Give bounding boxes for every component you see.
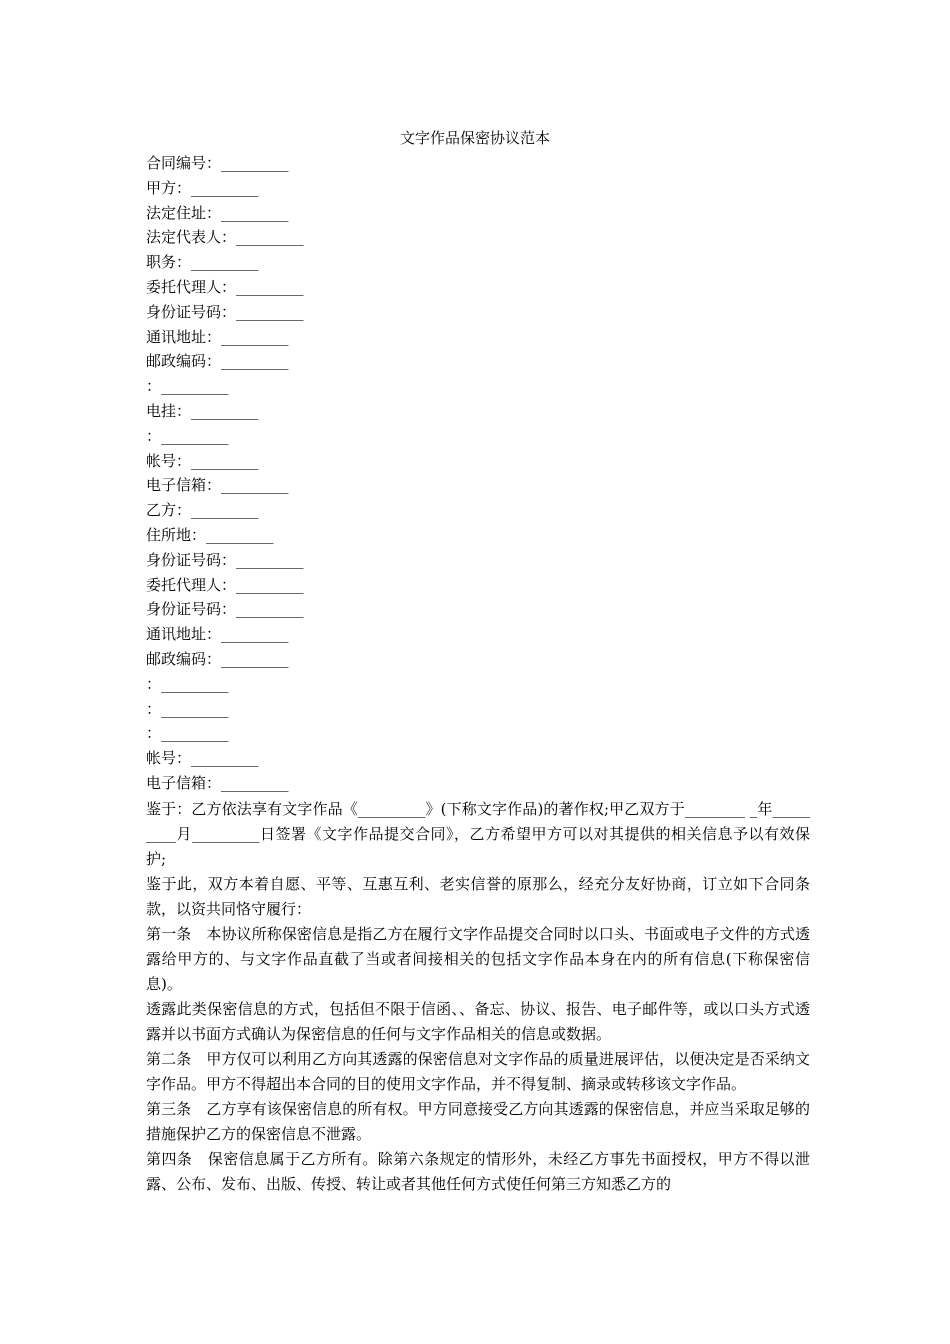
- field-a-cable: 电挂：_________: [146, 401, 259, 420]
- document-title: 文字作品保密协议范本: [399, 129, 550, 147]
- article-4: 第四条 保密信息属于乙方所有。除第六条规定的情形外，未经乙方事先书面授权，甲方不得以泄露、公布、发布、出版、传授、转让或者其他任何方式使任何第三方知悉乙方的: [146, 1150, 810, 1193]
- field-b-account: 帐号：_________: [146, 749, 259, 768]
- field-a-blank-2: ：_________: [146, 426, 229, 445]
- field-party-a: 甲方：_________: [146, 178, 259, 197]
- article-1: 第一条 本协议所称保密信息是指乙方在履行文字作品提交合同时以口头、书面或电子文件的方式透露给甲方的、与文字作品直截了当或者间接相关的包括文字作品本身在内的所有信息(下称保密信息)。: [146, 925, 810, 993]
- article-3: 第三条 乙方享有该保密信息的所有权。甲方同意接受乙方向其透露的保密信息，并应当采取足够的措施保护乙方的保密信息不泄露。: [146, 1100, 810, 1143]
- field-b-mailing-address: 通讯地址：_________: [146, 625, 289, 644]
- field-b-agent: 委托代理人：_________: [146, 575, 304, 594]
- field-b-postal-code: 邮政编码：_________: [146, 649, 289, 668]
- field-b-residence: 住所地：_________: [146, 525, 274, 544]
- article-1-disclosure-methods: 透露此类保密信息的方式，包括但不限于信函、、备忘、协议、报告、电子邮件等，或以口头方式透露并以书面方式确认为保密信息的任何与文字作品相关的信息或数据。: [146, 1000, 810, 1043]
- field-a-mailing-address: 通讯地址：_________: [146, 327, 289, 346]
- recital-whereas: 鉴于：乙方依法享有文字作品《_________》(下称文字作品)的著作权;甲乙双方于________ _年_________月_________日签署《文字作品提交合同》，乙方希望甲方可以对其提供的相关信息予以有效保护;: [146, 800, 810, 868]
- field-a-legal-address: 法定住址：_________: [146, 203, 289, 222]
- field-a-postal-code: 邮政编码：_________: [146, 352, 289, 371]
- field-contract-number: 合同编号：_________: [146, 154, 289, 172]
- field-b-blank-2: ：_________: [146, 699, 229, 718]
- party-info-fields: [146, 151, 810, 796]
- field-b-email: 电子信箱：_________: [146, 773, 289, 792]
- field-b-id-number: 身份证号码：_________: [146, 550, 304, 569]
- field-party-b: 乙方：_________: [146, 501, 259, 520]
- agreement-body: [146, 797, 810, 1197]
- recital-therefore: 鉴于此，双方本着自愿、平等、互惠互利、老实信誉的原那么，经充分友好协商，订立如下合同条款，以资共同恪守履行：: [146, 875, 810, 918]
- field-a-email: 电子信箱：_________: [146, 476, 289, 495]
- field-b-agent-id-number: 身份证号码：_________: [146, 600, 304, 619]
- field-a-blank-1: ：_________: [146, 377, 229, 396]
- field-a-agent: 委托代理人：_________: [146, 277, 304, 296]
- field-b-blank-3: ：_________: [146, 724, 229, 743]
- field-a-position: 职务：_________: [146, 253, 259, 272]
- field-a-legal-representative: 法定代表人：_________: [146, 228, 304, 247]
- field-a-id-number: 身份证号码：_________: [146, 302, 304, 321]
- article-2: 第二条 甲方仅可以利用乙方向其透露的保密信息对文字作品的质量进展评估，以便决定是否采纳文字作品。甲方不得超出本合同的目的使用文字作品，并不得复制、摘录或转移该文字作品。: [146, 1050, 810, 1093]
- field-b-blank-1: ：_________: [146, 674, 229, 693]
- field-a-account: 帐号：_________: [146, 451, 259, 470]
